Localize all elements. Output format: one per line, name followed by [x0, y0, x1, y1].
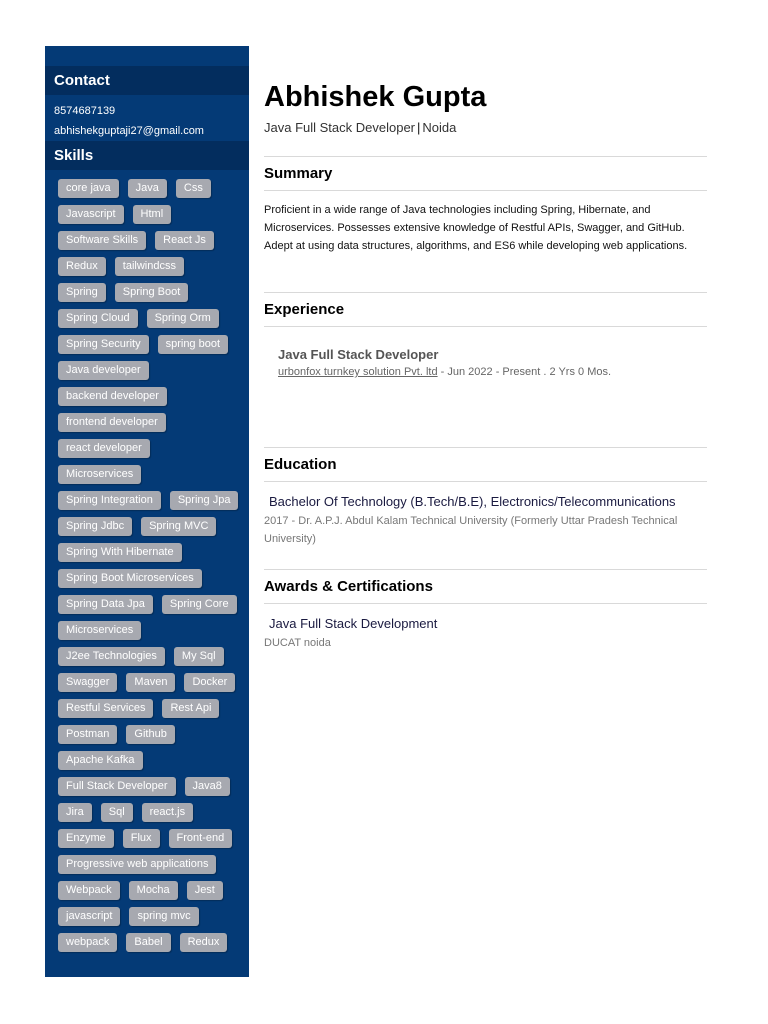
awards-section: [264, 569, 707, 652]
skill-chip: Swagger: [58, 673, 117, 692]
skill-chip: Spring Jdbc: [58, 517, 132, 536]
skill-chip: Rest Api: [162, 699, 219, 718]
skill-chip: Maven: [126, 673, 175, 692]
skill-chip: Enzyme: [58, 829, 114, 848]
skill-chip: Spring Core: [162, 595, 237, 614]
skill-chip: tailwindcss: [115, 257, 184, 276]
skill-chip: Spring Orm: [147, 309, 219, 328]
skill-chip: Spring Boot Microservices: [58, 569, 202, 588]
contact-info: [45, 95, 249, 141]
skill-chip: Spring MVC: [141, 517, 216, 536]
skill-chip: Progressive web applications: [58, 855, 216, 874]
skill-chip: spring mvc: [129, 907, 198, 926]
tagline-separator: |: [417, 120, 421, 135]
skill-chip: Docker: [184, 673, 235, 692]
main-content: [264, 78, 707, 652]
skill-chip: javascript: [58, 907, 120, 926]
skills-heading: Skills: [45, 141, 249, 170]
skill-chip: My Sql: [174, 647, 224, 666]
skill-chip: Postman: [58, 725, 117, 744]
experience-period: - Jun 2022 - Present . 2 Yrs 0 Mos.: [437, 366, 612, 378]
job-role: Java Full Stack Developer: [264, 120, 416, 135]
summary-section: [264, 156, 707, 255]
skill-chip: Redux: [180, 933, 228, 952]
education-heading: Education: [264, 447, 707, 482]
location: Noida: [422, 120, 457, 135]
skill-chip: react developer: [58, 439, 150, 458]
skill-chip: Babel: [126, 933, 170, 952]
skills-list: [45, 170, 249, 959]
skill-chip: Microservices: [58, 621, 141, 640]
experience-entry: [264, 347, 707, 378]
experience-heading: Experience: [264, 292, 707, 327]
phone-number: 8574687139: [54, 105, 116, 117]
email-address: abhishekguptaji27@gmail.com: [54, 125, 204, 137]
experience-meta: [278, 366, 707, 378]
skill-chip: Spring Jpa: [170, 491, 239, 510]
summary-text: Proficient in a wide range of Java technologies including Spring, Hibernate, and Microservices. Possesses extensive knowledge of Restful APIs, Swagger, and GitHub. Adept at using data structures, algorithms, and ES6 while developing web applications.: [264, 204, 688, 252]
skill-chip: Full Stack Developer: [58, 777, 176, 796]
skill-chip: React Js: [155, 231, 214, 250]
skill-chip: react.js: [142, 803, 193, 822]
skill-chip: Spring With Hibernate: [58, 543, 182, 562]
contact-heading: Contact: [45, 66, 249, 95]
experience-section: [264, 292, 707, 378]
skill-chip: Redux: [58, 257, 106, 276]
skill-chip: Jira: [58, 803, 92, 822]
skill-chip: Github: [126, 725, 174, 744]
skill-chip: Html: [133, 205, 172, 224]
skill-chip: Flux: [123, 829, 160, 848]
skill-chip: Sql: [101, 803, 133, 822]
skill-chip: spring boot: [158, 335, 228, 354]
skill-chip: Apache Kafka: [58, 751, 143, 770]
skill-chip: Mocha: [129, 881, 178, 900]
sidebar: [45, 46, 249, 977]
skill-chip: Spring: [58, 283, 106, 302]
skill-chip: Jest: [187, 881, 223, 900]
skill-chip: frontend developer: [58, 413, 166, 432]
skill-chip: Restful Services: [58, 699, 153, 718]
tagline: [264, 120, 707, 135]
skill-chip: Microservices: [58, 465, 141, 484]
skill-chip: Javascript: [58, 205, 124, 224]
skill-chip: J2ee Technologies: [58, 647, 165, 666]
skill-chip: Java8: [185, 777, 230, 796]
skill-chip: Software Skills: [58, 231, 146, 250]
skill-chip: Spring Cloud: [58, 309, 138, 328]
summary-heading: Summary: [264, 156, 707, 191]
education-degree: Bachelor Of Technology (B.Tech/B.E), Electronics/Telecommunications: [269, 494, 676, 509]
skill-chip: Webpack: [58, 881, 120, 900]
skill-chip: Spring Integration: [58, 491, 161, 510]
skill-chip: Spring Boot: [115, 283, 188, 302]
skill-chip: Spring Data Jpa: [58, 595, 153, 614]
company-link[interactable]: urbonfox turnkey solution Pvt. ltd: [278, 366, 438, 378]
skill-chip: Front-end: [169, 829, 233, 848]
education-section: [264, 447, 707, 548]
skill-chip: Java developer: [58, 361, 149, 380]
education-detail: 2017 - Dr. A.P.J. Abdul Kalam Technical University (Formerly Uttar Pradesh Technical University): [264, 515, 678, 545]
candidate-name: Abhishek Gupta: [264, 81, 487, 113]
award-name: Java Full Stack Development: [269, 616, 438, 631]
skill-chip: webpack: [58, 933, 117, 952]
skill-chip: Css: [176, 179, 211, 198]
skill-chip: core java: [58, 179, 119, 198]
awards-heading: Awards & Certifications: [264, 569, 707, 604]
skill-chip: Java: [128, 179, 167, 198]
experience-job-title: Java Full Stack Developer: [278, 347, 439, 362]
skill-chip: backend developer: [58, 387, 167, 406]
skill-chip: Spring Security: [58, 335, 149, 354]
award-issuer: DUCAT noida: [264, 637, 331, 649]
